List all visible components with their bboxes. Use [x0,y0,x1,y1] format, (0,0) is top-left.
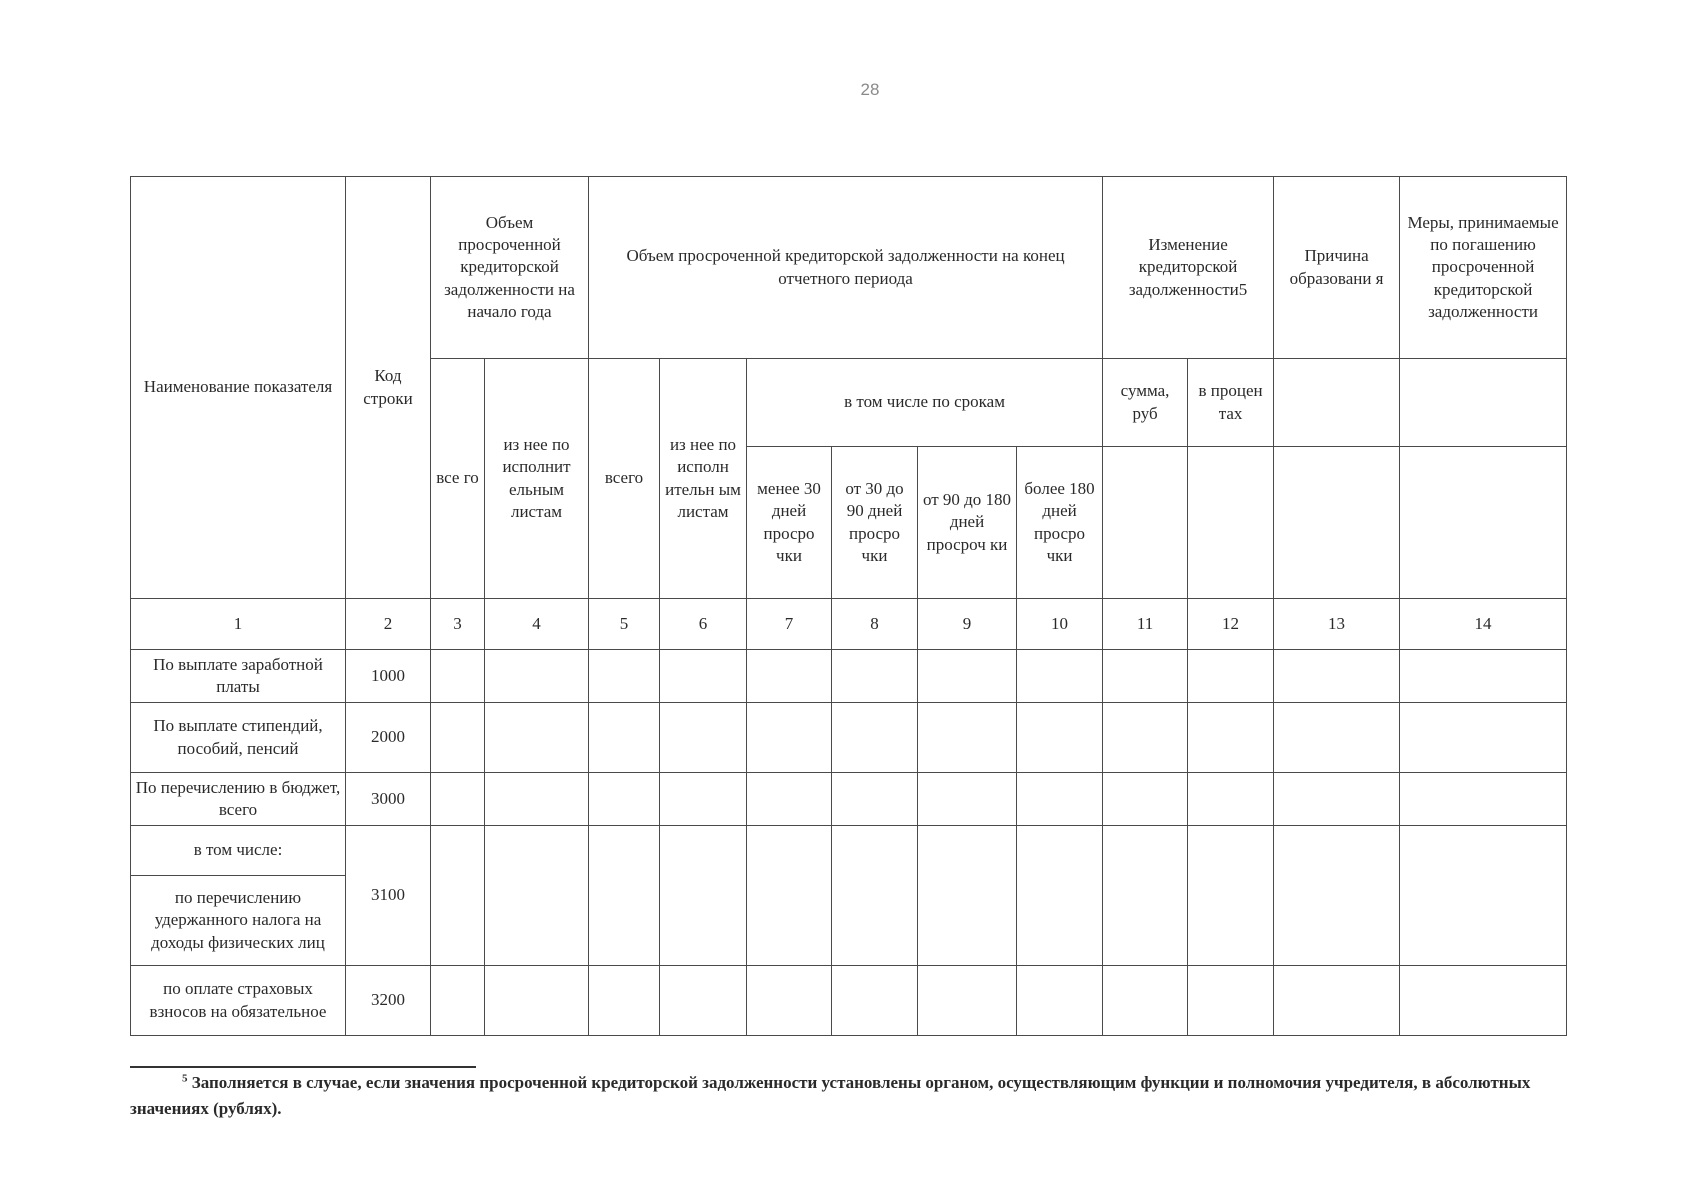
empty-cell [747,650,832,703]
empty-cell [1103,703,1188,773]
header-term-90-180: от 90 до 180 дней просроч ки [918,447,1017,599]
header-term-30-90: от 30 до 90 дней просро чки [832,447,918,599]
header-term-under-30: менее 30 дней просро чки [747,447,832,599]
empty-cell [1188,826,1274,966]
header-reason: Причина образовани я [1274,177,1400,359]
row-name: По перечислению в бюджет, всего [131,773,346,826]
page-number: 28 [860,80,880,99]
empty-cell [918,966,1017,1036]
header-measures: Меры, принимаемые по погашению просроченной кредиторской задолженности [1400,177,1567,359]
empty-cell [431,826,485,966]
empty-cell [431,773,485,826]
empty-cell [832,966,918,1036]
column-number: 6 [660,599,747,650]
empty-cell [1103,966,1188,1036]
empty-cell [589,703,660,773]
row-code: 2000 [346,703,431,773]
header-blank-11 [1103,447,1188,599]
empty-cell [1017,650,1103,703]
empty-cell [1188,703,1274,773]
header-end-exec: из нее по исполн ительн ым листам [660,359,747,599]
empty-cell [832,650,918,703]
empty-cell [431,703,485,773]
row-code: 3000 [346,773,431,826]
column-number: 13 [1274,599,1400,650]
empty-cell [1017,826,1103,966]
header-blank-12 [1188,447,1274,599]
empty-cell [918,703,1017,773]
column-number: 2 [346,599,431,650]
empty-cell [918,650,1017,703]
empty-cell [1103,773,1188,826]
empty-cell [485,826,589,966]
header-term-over-180: более 180 дней просро чки [1017,447,1103,599]
empty-cell [1274,773,1400,826]
column-number: 3 [431,599,485,650]
header-change: Изменение кредиторской задолженности5 [1103,177,1274,359]
column-number: 1 [131,599,346,650]
row-name: по оплате страховых взносов на обязательное [131,966,346,1036]
header-change-sum: сумма, руб [1103,359,1188,447]
table-row-2000 [131,703,1567,773]
empty-cell [747,773,832,826]
empty-cell [1188,650,1274,703]
empty-cell [1188,773,1274,826]
empty-cell [660,826,747,966]
empty-cell [1400,773,1567,826]
header-end-volume: Объем просроченной кредиторской задолженности на конец отчетного периода [589,177,1103,359]
empty-cell [660,650,747,703]
empty-cell [1400,966,1567,1036]
empty-cell [485,703,589,773]
table-row-3200 [131,966,1567,1036]
header-start-total: все го [431,359,485,599]
header-measures-blank [1400,359,1567,447]
empty-cell [485,650,589,703]
table-row-1000 [131,650,1567,703]
column-number: 12 [1188,599,1274,650]
payables-report-table [130,176,1567,1036]
empty-cell [431,650,485,703]
empty-cell [589,966,660,1036]
empty-cell [589,650,660,703]
empty-cell [660,703,747,773]
row-code: 3100 [346,826,431,966]
header-start-exec: из нее по исполнит ельным листам [485,359,589,599]
row-name: в том числе: [131,826,346,876]
header-blank-13 [1274,447,1400,599]
row-name: По выплате заработной платы [131,650,346,703]
empty-cell [1274,650,1400,703]
row-name: по перечислению удержанного налога на доходы физических лиц [131,876,346,966]
header-end-total: всего [589,359,660,599]
empty-cell [660,966,747,1036]
row-code: 1000 [346,650,431,703]
empty-cell [1400,703,1567,773]
empty-cell [485,773,589,826]
row-code: 3200 [346,966,431,1036]
footnote-marker: 5 [182,1072,188,1085]
empty-cell [832,773,918,826]
column-number: 7 [747,599,832,650]
footnote-separator [130,1066,476,1068]
empty-cell [1274,966,1400,1036]
column-number: 4 [485,599,589,650]
header-code: Код строки [346,177,431,599]
table-row-3000 [131,773,1567,826]
empty-cell [1103,826,1188,966]
header-blank-14 [1400,447,1567,599]
empty-cell [589,826,660,966]
empty-cell [1017,703,1103,773]
empty-cell [1188,966,1274,1036]
column-number: 9 [918,599,1017,650]
empty-cell [660,773,747,826]
empty-cell [589,773,660,826]
empty-cell [747,826,832,966]
header-by-terms: в том числе по срокам [747,359,1103,447]
header-start-volume: Объем просроченной кредиторской задолженности на начало года [431,177,589,359]
empty-cell [918,773,1017,826]
header-reason-blank [1274,359,1400,447]
column-number: 5 [589,599,660,650]
empty-cell [1274,703,1400,773]
empty-cell [1400,650,1567,703]
column-number: 10 [1017,599,1103,650]
report-table-container [130,176,1566,1036]
column-number: 11 [1103,599,1188,650]
row-name: По выплате стипендий, пособий, пенсий [131,703,346,773]
header-change-pct: в процен тах [1188,359,1274,447]
empty-cell [485,966,589,1036]
header-name: Наименование показателя [131,177,346,599]
footnote-text: Заполняется в случае, если значения просроченной кредиторской задолженности установлены органом, осуществляющим функции и полномочия учредителя, в абсолютных значениях (рублях). [130,1073,1531,1119]
column-number: 8 [832,599,918,650]
empty-cell [1274,826,1400,966]
empty-cell [918,826,1017,966]
empty-cell [832,826,918,966]
empty-cell [1017,773,1103,826]
column-number: 14 [1400,599,1567,650]
empty-cell [1103,650,1188,703]
empty-cell [431,966,485,1036]
empty-cell [747,703,832,773]
empty-cell [747,966,832,1036]
table-row-in-that [131,826,1567,876]
footnote [130,1070,1610,1123]
column-numbers-row [131,599,1567,650]
empty-cell [1017,966,1103,1036]
empty-cell [1400,826,1567,966]
empty-cell [832,703,918,773]
